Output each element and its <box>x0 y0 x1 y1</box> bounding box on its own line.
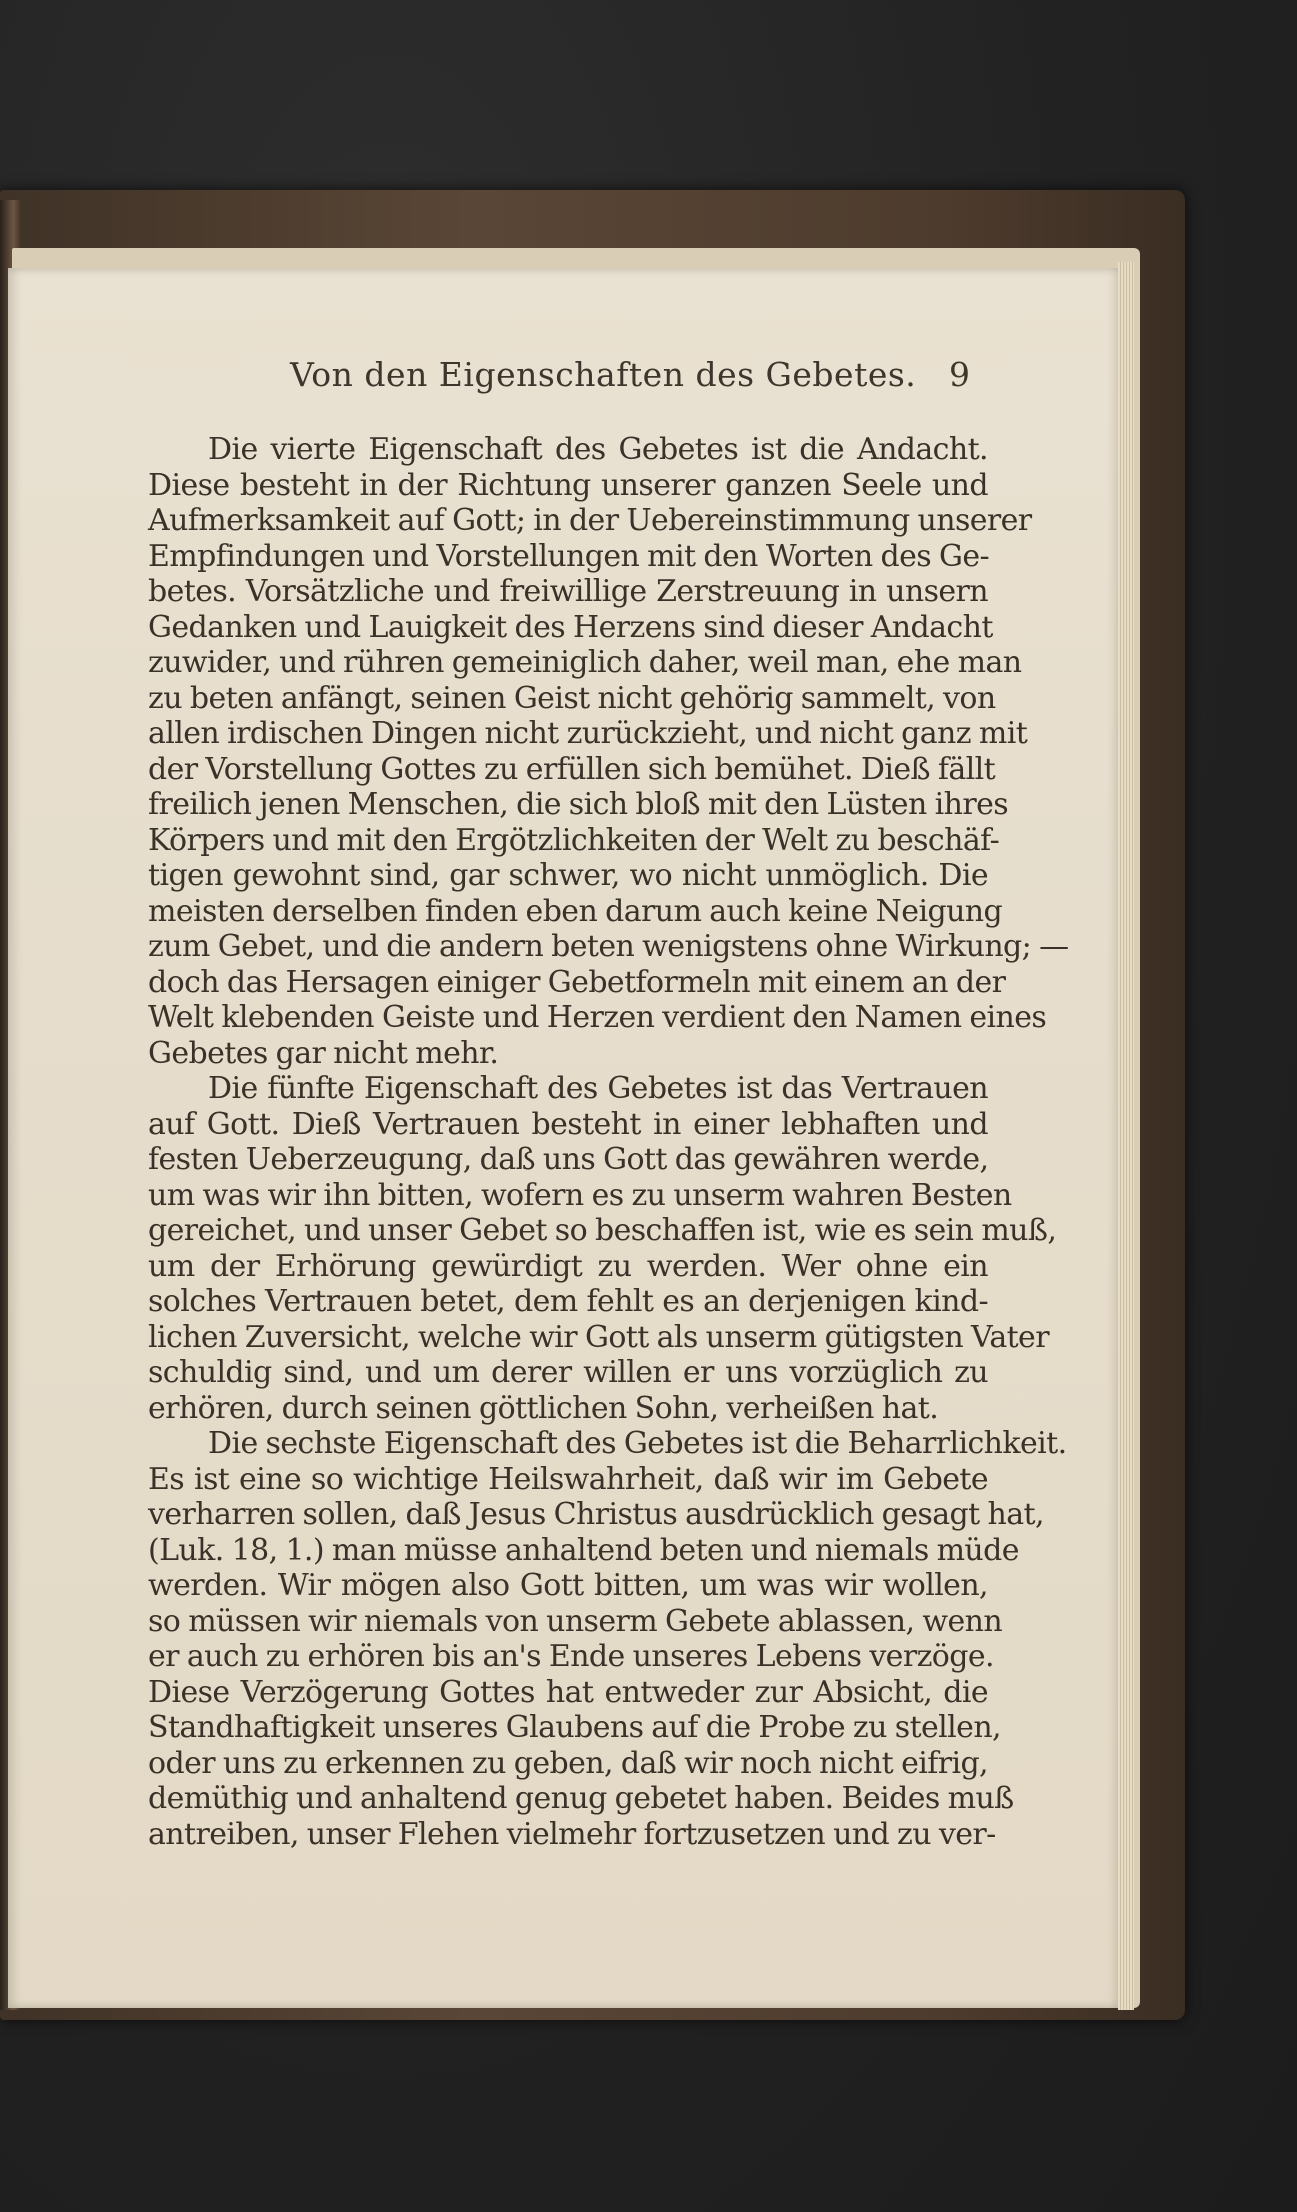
text-line: doch das Hersagen einiger Gebetformeln mit einem an der <box>148 964 1006 1000</box>
text-line: lichen Zuversicht, welche wir Gott als unserm gütigsten Vater <box>148 1319 1049 1355</box>
text-line: um was wir ihn bitten, wofern es zu unserm wahren Besten <box>148 1177 1012 1213</box>
paragraph <box>148 432 1069 1071</box>
text-line: Welt klebenden Geiste und Herzen verdient den Namen eines <box>148 1000 1047 1035</box>
paragraph <box>148 1426 1067 1852</box>
text-line: antreiben, unser Flehen vielmehr fortzusetzen und zu ver- <box>148 1816 996 1852</box>
text-line: Standhaftigkeit unseres Glaubens auf die Probe zu stellen, <box>148 1710 1001 1745</box>
text-line: Aufmerksamkeit auf Gott; in der Uebereinstimmung unserer <box>148 503 1032 538</box>
text-line: Es ist eine so wichtige Heilswahrheit, daß wir im Gebete <box>148 1461 988 1497</box>
text-line: tigen gewohnt sind, gar schwer, wo nicht unmöglich. Die <box>148 858 988 893</box>
text-line: Die fünfte Eigenschaft des Gebetes ist das Vertrauen <box>208 1071 988 1106</box>
text-line: solches Vertrauen betet, dem fehlt es an derjenigen kind- <box>148 1284 988 1319</box>
text-line: Die sechste Eigenschaft des Gebetes ist die Beharrlichkeit. <box>208 1426 1067 1461</box>
text-line: zum Gebet, und die andern beten wenigstens ohne Wirkung; — <box>148 929 1069 964</box>
text-line: (Luk. 18, 1.) man müsse anhaltend beten und niemals müde <box>148 1532 1019 1568</box>
text-line: der Vorstellung Gottes zu erfüllen sich bemühet. Dieß fällt <box>148 751 996 787</box>
text-line: Diese Verzögerung Gottes hat entweder zur Absicht, die <box>148 1674 988 1710</box>
text-line: Die vierte Eigenschaft des Gebetes ist die Andacht. <box>208 432 988 467</box>
text-line: schuldig sind, und um derer willen er uns vorzüglich zu <box>148 1355 988 1390</box>
text-line: demüthig und anhaltend genug gebetet haben. Beides muß <box>148 1781 1014 1816</box>
text-line: verharren sollen, daß Jesus Christus ausdrücklich gesagt hat, <box>148 1497 1044 1532</box>
text-line: betes. Vorsätzliche und freiwillige Zerstreuung in unsern <box>148 574 988 609</box>
running-title: Von den Eigenschaften des Gebetes. <box>290 355 917 394</box>
page-edges <box>1118 262 1134 2010</box>
text-line: Körpers und mit den Ergötzlichkeiten der Welt zu beschäf- <box>148 822 1000 858</box>
text-line: Empfindungen und Vorstellungen mit den Worten des Ge- <box>148 538 990 574</box>
body-text <box>148 432 1069 1852</box>
text-line: erhören, durch seinen göttlichen Sohn, verheißen hat. <box>148 1390 939 1426</box>
text-line: festen Ueberzeugung, daß uns Gott das gewähren werde, <box>148 1142 989 1177</box>
text-line: zu beten anfängt, seinen Geist nicht gehörig sammelt, von <box>148 680 996 716</box>
text-line: auf Gott. Dieß Vertrauen besteht in einer lebhaften und <box>148 1106 988 1142</box>
text-line: allen irdischen Dingen nicht zurückzieht, und nicht ganz mit <box>148 716 1028 751</box>
text-line: oder uns zu erkennen zu geben, daß wir noch nicht eifrig, <box>148 1745 988 1781</box>
page-number: 9 <box>949 355 970 394</box>
text-line: gereichet, und unser Gebet so beschaffen ist, wie es sein muß, <box>148 1213 1057 1248</box>
paragraph <box>148 1071 1057 1426</box>
text-line: zuwider, und rühren gemeiniglich daher, weil man, ehe man <box>148 645 1022 680</box>
text-line: er auch zu erhören bis an's Ende unseres Lebens verzöge. <box>148 1639 994 1674</box>
text-line: um der Erhörung gewürdigt zu werden. Wer ohne ein <box>148 1248 988 1284</box>
running-head <box>150 355 970 405</box>
text-line: Gedanken und Lauigkeit des Herzens sind dieser Andacht <box>148 609 993 645</box>
text-line: Diese besteht in der Richtung unserer ganzen Seele und <box>148 467 988 503</box>
text-line: so müssen wir niemals von unserm Gebete ablassen, wenn <box>148 1603 1003 1639</box>
text-line: meisten derselben finden eben darum auch keine Neigung <box>148 893 1003 929</box>
text-line: freilich jenen Menschen, die sich bloß mit den Lüsten ihres <box>148 787 1009 822</box>
text-line: Gebetes gar nicht mehr. <box>148 1035 499 1071</box>
text-line: werden. Wir mögen also Gott bitten, um was wir wollen, <box>148 1568 988 1603</box>
